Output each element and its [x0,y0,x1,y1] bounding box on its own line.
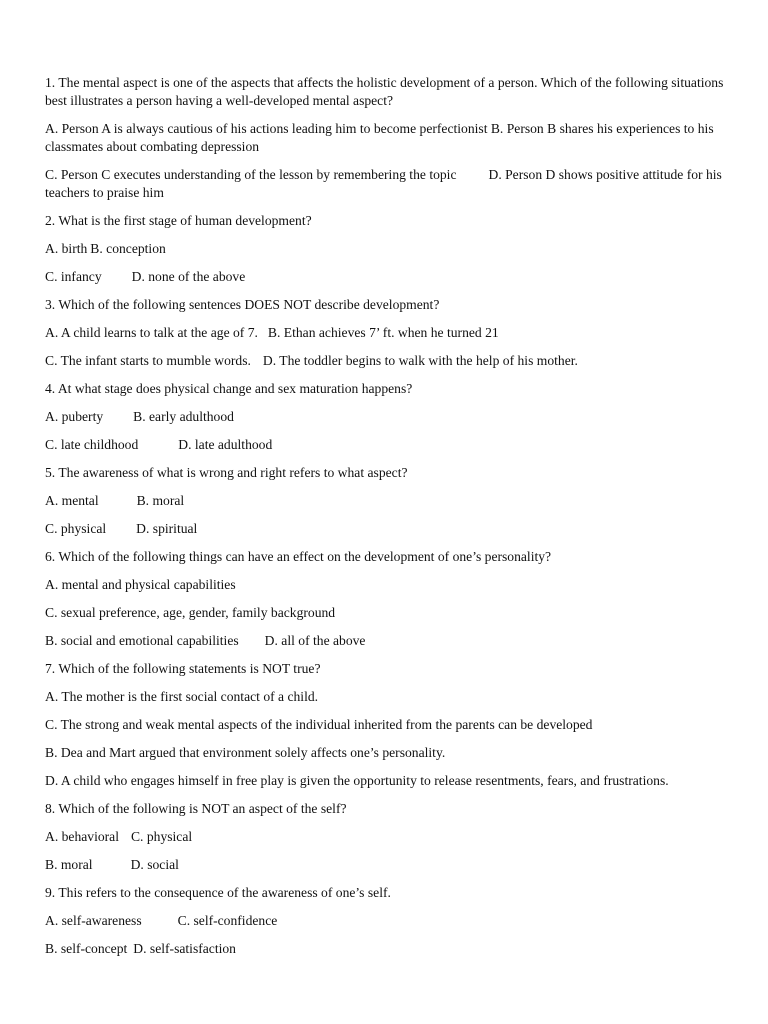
question-1-option-c: C. Person C executes understanding of the lesson by remembering the topic [45,167,457,182]
question-9-stem: 9. This refers to the consequence of the awareness of one’s self. [45,885,391,900]
question-4-stem: 4. At what stage does physical change and sex maturation happens? [45,381,413,396]
question-4-options-cd [45,436,725,454]
question-6-options-bd [45,632,725,650]
question-4-options-ab [45,408,725,426]
question-3-options-ab [45,324,725,342]
question-9-option-d: D. self-satisfaction [133,941,236,956]
question-2-options-ab [45,240,725,258]
question-3-options-cd [45,352,725,370]
question-5-option-d: D. spiritual [136,521,198,536]
question-3-option-a: A. A child learns to talk at the age of 7. [45,325,258,340]
question-4-option-a: A. puberty [45,409,104,424]
question-9-option-b: B. self-concept [45,941,128,956]
question-9-options-ac [45,912,725,930]
question-8-option-d: D. social [130,857,179,872]
question-6-option-c: C. sexual preference, age, gender, family background [45,605,336,620]
question-5-option-b: B. moral [136,493,185,508]
question-8-stem: 8. Which of the following is NOT an aspect of the self? [45,801,347,816]
question-5-stem: 5. The awareness of what is wrong and right refers to what aspect? [45,465,408,480]
question-3-option-b: B. Ethan achieves 7’ ft. when he turned 21 [267,325,499,340]
question-2-option-b: B. conception [90,241,166,256]
question-6-stem: 6. Which of the following things can have an effect on the development of one’s personality? [45,549,552,564]
question-3-stem: 3. Which of the following sentences DOES NOT describe development? [45,297,440,312]
question-7-option-a: A. The mother is the first social contact of a child. [45,689,319,704]
question-4-option-c: C. late childhood [45,437,139,452]
question-6-option-a: A. mental and physical capabilities [45,577,236,592]
question-1-options-cd [45,166,725,202]
question-5-options-cd [45,520,725,538]
question-7-stem: 7. Which of the following statements is NOT true? [45,661,321,676]
question-8-options-bd [45,856,725,874]
question-8-option-a: A. behavioral [45,829,119,844]
question-4-option-b: B. early adulthood [133,409,234,424]
question-1-option-d: D. Person D shows positive attitude for his teachers to praise him [45,167,722,200]
question-7-option-d: D. A child who engages himself in free play is given the opportunity to release resentments, fears, and frustrations. [45,773,669,788]
quiz-document [45,74,725,968]
question-1-stem: 1. The mental aspect is one of the aspects that affects the holistic development of a person. Which of the following situations best illustrates a person having a well-developed mental aspect? [45,75,724,108]
question-5-options-ab [45,492,725,510]
question-4-option-d: D. late adulthood [178,437,273,452]
question-5-option-a: A. mental [45,493,99,508]
question-2-option-a: A. birth [45,241,88,256]
question-7-option-c: C. The strong and weak mental aspects of the individual inherited from the parents can be developed [45,717,593,732]
question-2-options-cd [45,268,725,286]
question-6-option-d: D. all of the above [264,633,366,648]
question-1-options-ab: A. Person A is always cautious of his actions leading him to become perfectionist B. Person B shares his experiences to his classmates about combating depression [45,121,714,154]
question-2-option-c: C. infancy [45,269,102,284]
question-2-option-d: D. none of the above [131,269,246,284]
question-8-option-b: B. moral [45,857,93,872]
question-9-option-a: A. self-awareness [45,913,142,928]
question-7-option-b: B. Dea and Mart argued that environment solely affects one’s personality. [45,745,446,760]
question-5-option-c: C. physical [45,521,107,536]
question-2-stem: 2. What is the first stage of human development? [45,213,312,228]
question-3-option-c: C. The infant starts to mumble words. [45,353,251,368]
question-6-option-b: B. social and emotional capabilities [45,633,239,648]
question-8-options-ac [45,828,725,846]
question-9-options-bd [45,940,725,958]
question-9-option-c: C. self-confidence [177,913,278,928]
question-3-option-d: D. The toddler begins to walk with the help of his mother. [262,353,578,368]
question-8-option-c: C. physical [130,829,193,844]
